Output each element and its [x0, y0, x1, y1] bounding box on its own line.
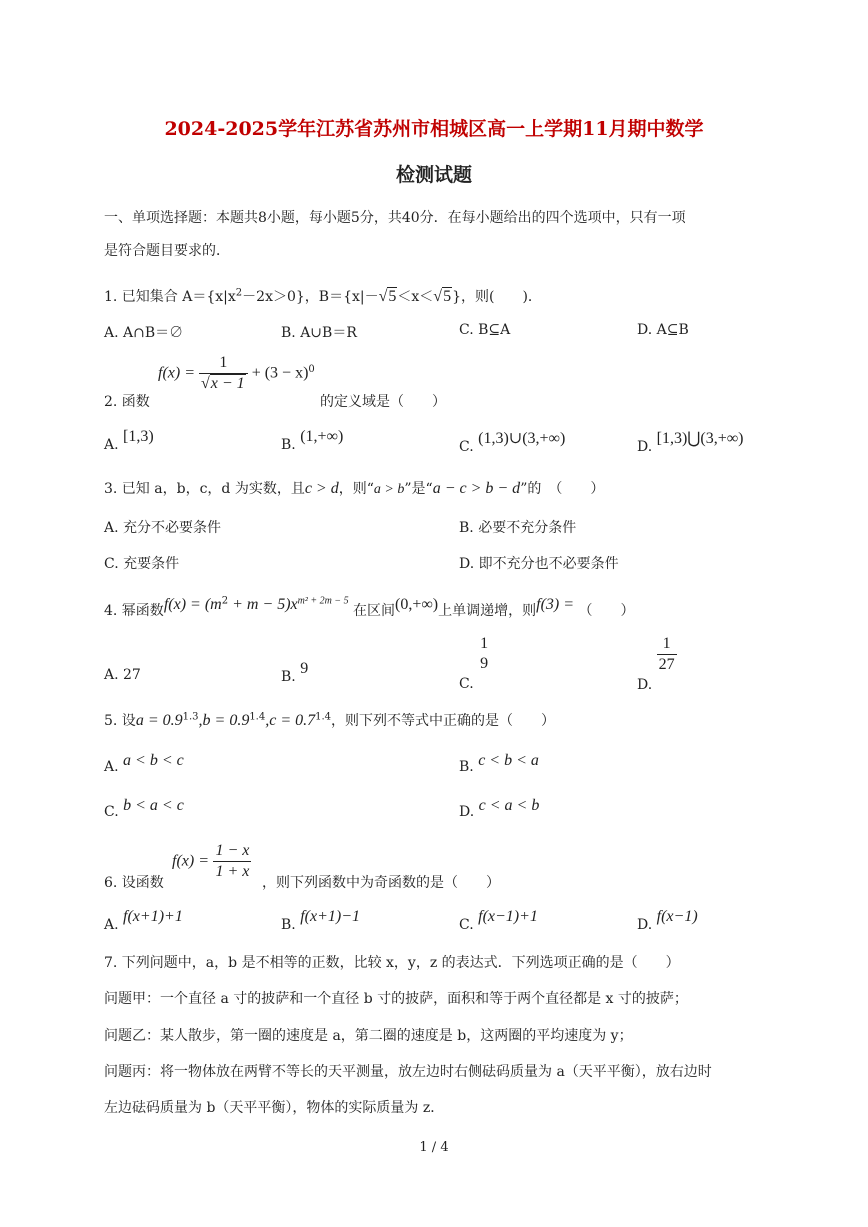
question-5-stem: 5. 设$a = 0.9^{1.3},b = 0.9^{1.4},c = 0.7^{1.4}$，则下列不等式中正确的是（ ）	[104, 711, 556, 729]
q6-option-a: A. f(x+1)+1	[104, 908, 183, 933]
q5-option-c: C. b < a < c	[104, 797, 184, 820]
q7-problem-bing-line1: 问题丙：将一物体放在两臂不等长的天平测量，放左边时右侧砝码质量为 a（天平平衡），放右边时	[104, 1064, 712, 1080]
question-3-stem: 3. 已知 a，b，c，d 为实数，且c > d，则“a > b”是“a − c > b − d”的 （ ）	[104, 480, 605, 497]
q1-text-part: 1. 已知集合 A＝{x|x	[104, 289, 236, 305]
q4-option-d: D. $\frac{1}{27}$	[637, 635, 675, 693]
page-number: 1 / 4	[419, 1140, 449, 1155]
q2-option-c: C. (1,3)∪(3,+∞)	[459, 430, 566, 455]
q4-option-b: B. 9	[281, 660, 309, 685]
question-7-stem: 7. 下列问题中，a，b 是不相等的正数，比较 x，y，z 的表达式．下列选项正确的是（ ）	[104, 955, 680, 971]
q1-text-part: －2x＞0}，B＝{x|－	[242, 289, 379, 305]
q2-option-d: D. [1,3)⋃(3,+∞)	[637, 430, 744, 455]
q4-option-c: C. 1 9	[459, 635, 489, 692]
q6-formula: f(x) = $\frac{1 - x}{1 + x}$	[172, 842, 250, 880]
q7-problem-yi: 问题乙：某人散步，第一圈的速度是 a，第二圈的速度是 b，这两圈的平均速度为 y；	[104, 1028, 633, 1044]
q3-option-d: D. 即不充分也不必要条件	[459, 556, 619, 572]
section-instruction-line1: 一、单项选择题：本题共8小题，每小题5分，共40分．在每小题给出的四个选项中，只有一项	[104, 210, 686, 226]
q1-option-b: B. A∪B＝R	[281, 325, 357, 341]
q1-text-part: }，则( )．	[452, 289, 542, 305]
q3-option-c: C. 充要条件	[104, 556, 180, 572]
q6-tail: ，则下列函数中为奇函数的是（ ）	[262, 875, 500, 891]
question-1-stem	[104, 286, 542, 306]
q5-option-a: A. a < b < c	[104, 752, 184, 775]
q6-lead: 6. 设函数	[104, 875, 164, 891]
section-instruction-line2: 是符合题目要求的．	[104, 243, 230, 259]
document-subtitle: 检测试题	[395, 164, 472, 186]
q7-problem-bing-line2: 左边砝码质量为 b（天平平衡），物体的实际质量为 z．	[104, 1100, 445, 1116]
q2-formula: f(x) = $\frac{1}{√x - 1}$ + $(3 - x)^0$	[158, 354, 315, 392]
q2-option-b: B. (1,+∞)	[281, 428, 344, 453]
q2-option-a: A. [1,3)	[104, 428, 154, 453]
q1-square: 2	[235, 287, 243, 299]
q1-text-part: ＜x＜	[397, 289, 434, 305]
q6-option-c: C. f(x−1)+1	[459, 908, 538, 933]
question-4-stem: 4. 幂函数$f(x) = (m^2 + m - 5)x^{m^2 + 2m - 5}$ 在区间(0,+∞)上单调递增，则f(3) = （ ）	[104, 595, 635, 619]
document-title: 2024-2025学年江苏省苏州市相城区高一上学期11月期中数学	[164, 118, 704, 140]
q2-tail: 的定义域是（ ）	[320, 394, 446, 410]
q6-option-d: D. f(x−1)	[637, 908, 698, 933]
q1-option-a: A. A∩B＝∅	[104, 325, 184, 341]
q1-option-c: C. B⊆A	[459, 322, 511, 338]
q1-sqrt-right: √5	[433, 288, 452, 305]
q1-sqrt-left: √5	[378, 288, 397, 305]
q7-problem-jia: 问题甲：一个直径 a 寸的披萨和一个直径 b 寸的披萨，面积和等于两个直径都是 x 寸的披萨；	[104, 991, 688, 1007]
q4-option-a: A. 27	[104, 667, 141, 683]
q5-option-b: B. c < b < a	[459, 752, 539, 775]
q2-lead: 2. 函数	[104, 394, 150, 410]
q6-option-b: B. f(x+1)−1	[281, 908, 360, 933]
q3-option-a: A. 充分不必要条件	[104, 520, 222, 536]
q1-option-d: D. A⊆B	[637, 322, 689, 338]
q3-option-b: B. 必要不充分条件	[459, 520, 577, 536]
q5-option-d: D. c < a < b	[459, 797, 540, 820]
